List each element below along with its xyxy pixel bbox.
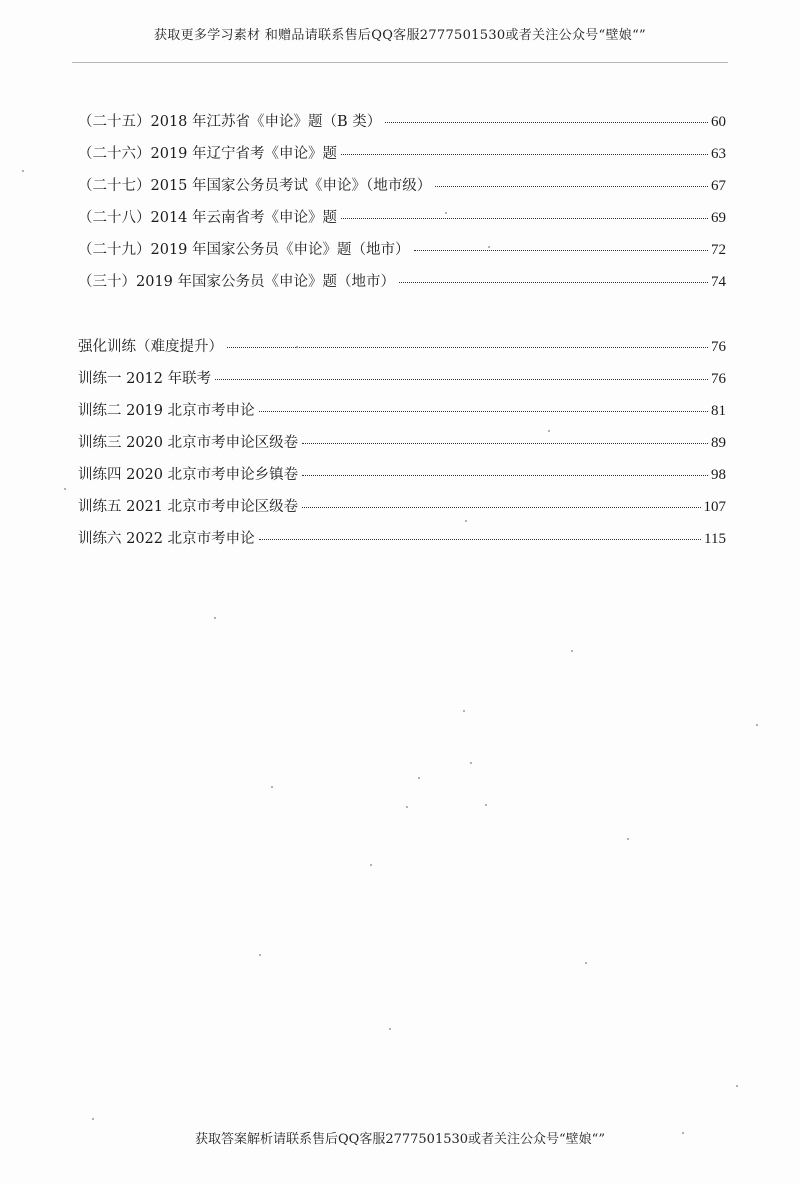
toc-entry[interactable] <box>78 238 726 270</box>
toc-entry-title: 训练六 2022 北京市考申论 <box>78 531 255 547</box>
scan-speck <box>445 212 447 214</box>
scan-speck <box>418 777 420 779</box>
toc-entry-title: （二十七）2015 年国家公务员考试《申论》（地市级） <box>78 178 432 194</box>
scan-speck <box>92 1118 94 1120</box>
toc-entry-page: 107 <box>703 499 726 515</box>
toc-entry-page: 115 <box>704 531 726 547</box>
toc-entry-page: 60 <box>711 114 726 130</box>
toc-leader-dots <box>341 218 708 219</box>
toc-leader-dots <box>399 282 708 283</box>
toc-entry-page: 63 <box>711 146 726 162</box>
toc-leader-dots <box>341 154 708 155</box>
toc-entry-page: 81 <box>711 403 726 419</box>
toc-entry-title: 训练五 2021 北京市考申论区级卷 <box>78 499 299 515</box>
toc-entry-page: 76 <box>711 371 726 387</box>
scan-speck <box>389 1028 391 1030</box>
scan-speck <box>485 804 487 806</box>
toc-entry-page: 89 <box>711 435 726 451</box>
scan-speck <box>756 724 758 726</box>
header-divider <box>72 62 728 63</box>
scan-speck <box>465 520 467 522</box>
scan-speck <box>571 650 573 652</box>
scan-speck <box>214 617 216 619</box>
scan-speck <box>585 962 587 964</box>
toc-entry-title: （二十五）2018 年江苏省《申论》题（B 类） <box>78 114 382 130</box>
toc-entry-title: 训练二 2019 北京市考申论 <box>78 403 255 419</box>
toc-list-training <box>78 335 726 559</box>
scan-speck <box>488 246 490 248</box>
toc-entry-title: （二十六）2019 年辽宁省考《申论》题 <box>78 146 338 162</box>
toc-entry-title: 训练三 2020 北京市考申论区级卷 <box>78 435 299 451</box>
scan-speck <box>463 710 465 712</box>
toc-entry[interactable] <box>78 367 726 399</box>
toc-list-exams <box>78 110 726 302</box>
toc-leader-dots <box>215 379 708 380</box>
toc-entry[interactable] <box>78 270 726 302</box>
toc-leader-dots <box>302 443 708 444</box>
scan-speck <box>22 170 24 172</box>
toc-entry-page: 76 <box>711 339 726 355</box>
scan-speck <box>627 838 629 840</box>
toc-entry-page: 74 <box>711 274 726 290</box>
toc-entry-page: 72 <box>711 242 726 258</box>
toc-entry[interactable] <box>78 174 726 206</box>
toc-leader-dots <box>302 475 708 476</box>
toc-entry-title: 强化训练（难度提升） <box>78 339 223 355</box>
toc-entry-title: （二十九）2019 年国家公务员《申论》题（地市） <box>78 242 410 258</box>
scan-speck <box>271 786 273 788</box>
toc-entry[interactable] <box>78 335 726 367</box>
scan-speck <box>370 864 372 866</box>
scan-speck <box>736 1085 738 1087</box>
toc-leader-dots <box>227 347 708 348</box>
scan-speck <box>296 346 298 348</box>
footer-note: 获取答案解析请联系售后QQ客服2777501530或者关注公众号“壁娘“” <box>195 1132 605 1147</box>
toc-entry[interactable] <box>78 431 726 463</box>
toc-entry[interactable] <box>78 399 726 431</box>
toc-entry-page: 67 <box>711 178 726 194</box>
toc-entry[interactable] <box>78 142 726 174</box>
scan-speck <box>64 488 66 490</box>
header-note: 获取更多学习素材 和赠品请联系售后QQ客服2777501530或者关注公众号“壁娘“” <box>154 28 646 43</box>
scan-speck <box>259 954 261 956</box>
toc-entry-title: 训练四 2020 北京市考申论乡镇卷 <box>78 467 299 483</box>
toc-entry[interactable] <box>78 527 726 559</box>
toc-entry-title: （三十）2019 年国家公务员《申论》题（地市） <box>78 274 396 290</box>
toc-leader-dots <box>385 122 708 123</box>
toc-entry-title: 训练一 2012 年联考 <box>78 371 212 387</box>
scan-speck <box>548 430 550 432</box>
toc-entry[interactable] <box>78 110 726 142</box>
toc-leader-dots <box>302 507 700 508</box>
scan-speck <box>682 1132 684 1134</box>
toc-entry[interactable] <box>78 463 726 495</box>
scan-speck <box>470 762 472 764</box>
toc-entry-page: 69 <box>711 210 726 226</box>
toc-entry-title: （二十八）2014 年云南省考《申论》题 <box>78 210 338 226</box>
toc-entry[interactable] <box>78 495 726 527</box>
toc-leader-dots <box>435 186 708 187</box>
toc-entry-page: 98 <box>711 467 726 483</box>
toc-leader-dots <box>259 539 701 540</box>
toc-leader-dots <box>414 250 708 251</box>
toc-leader-dots <box>259 411 708 412</box>
toc-entry[interactable] <box>78 206 726 238</box>
scan-speck <box>406 806 408 808</box>
